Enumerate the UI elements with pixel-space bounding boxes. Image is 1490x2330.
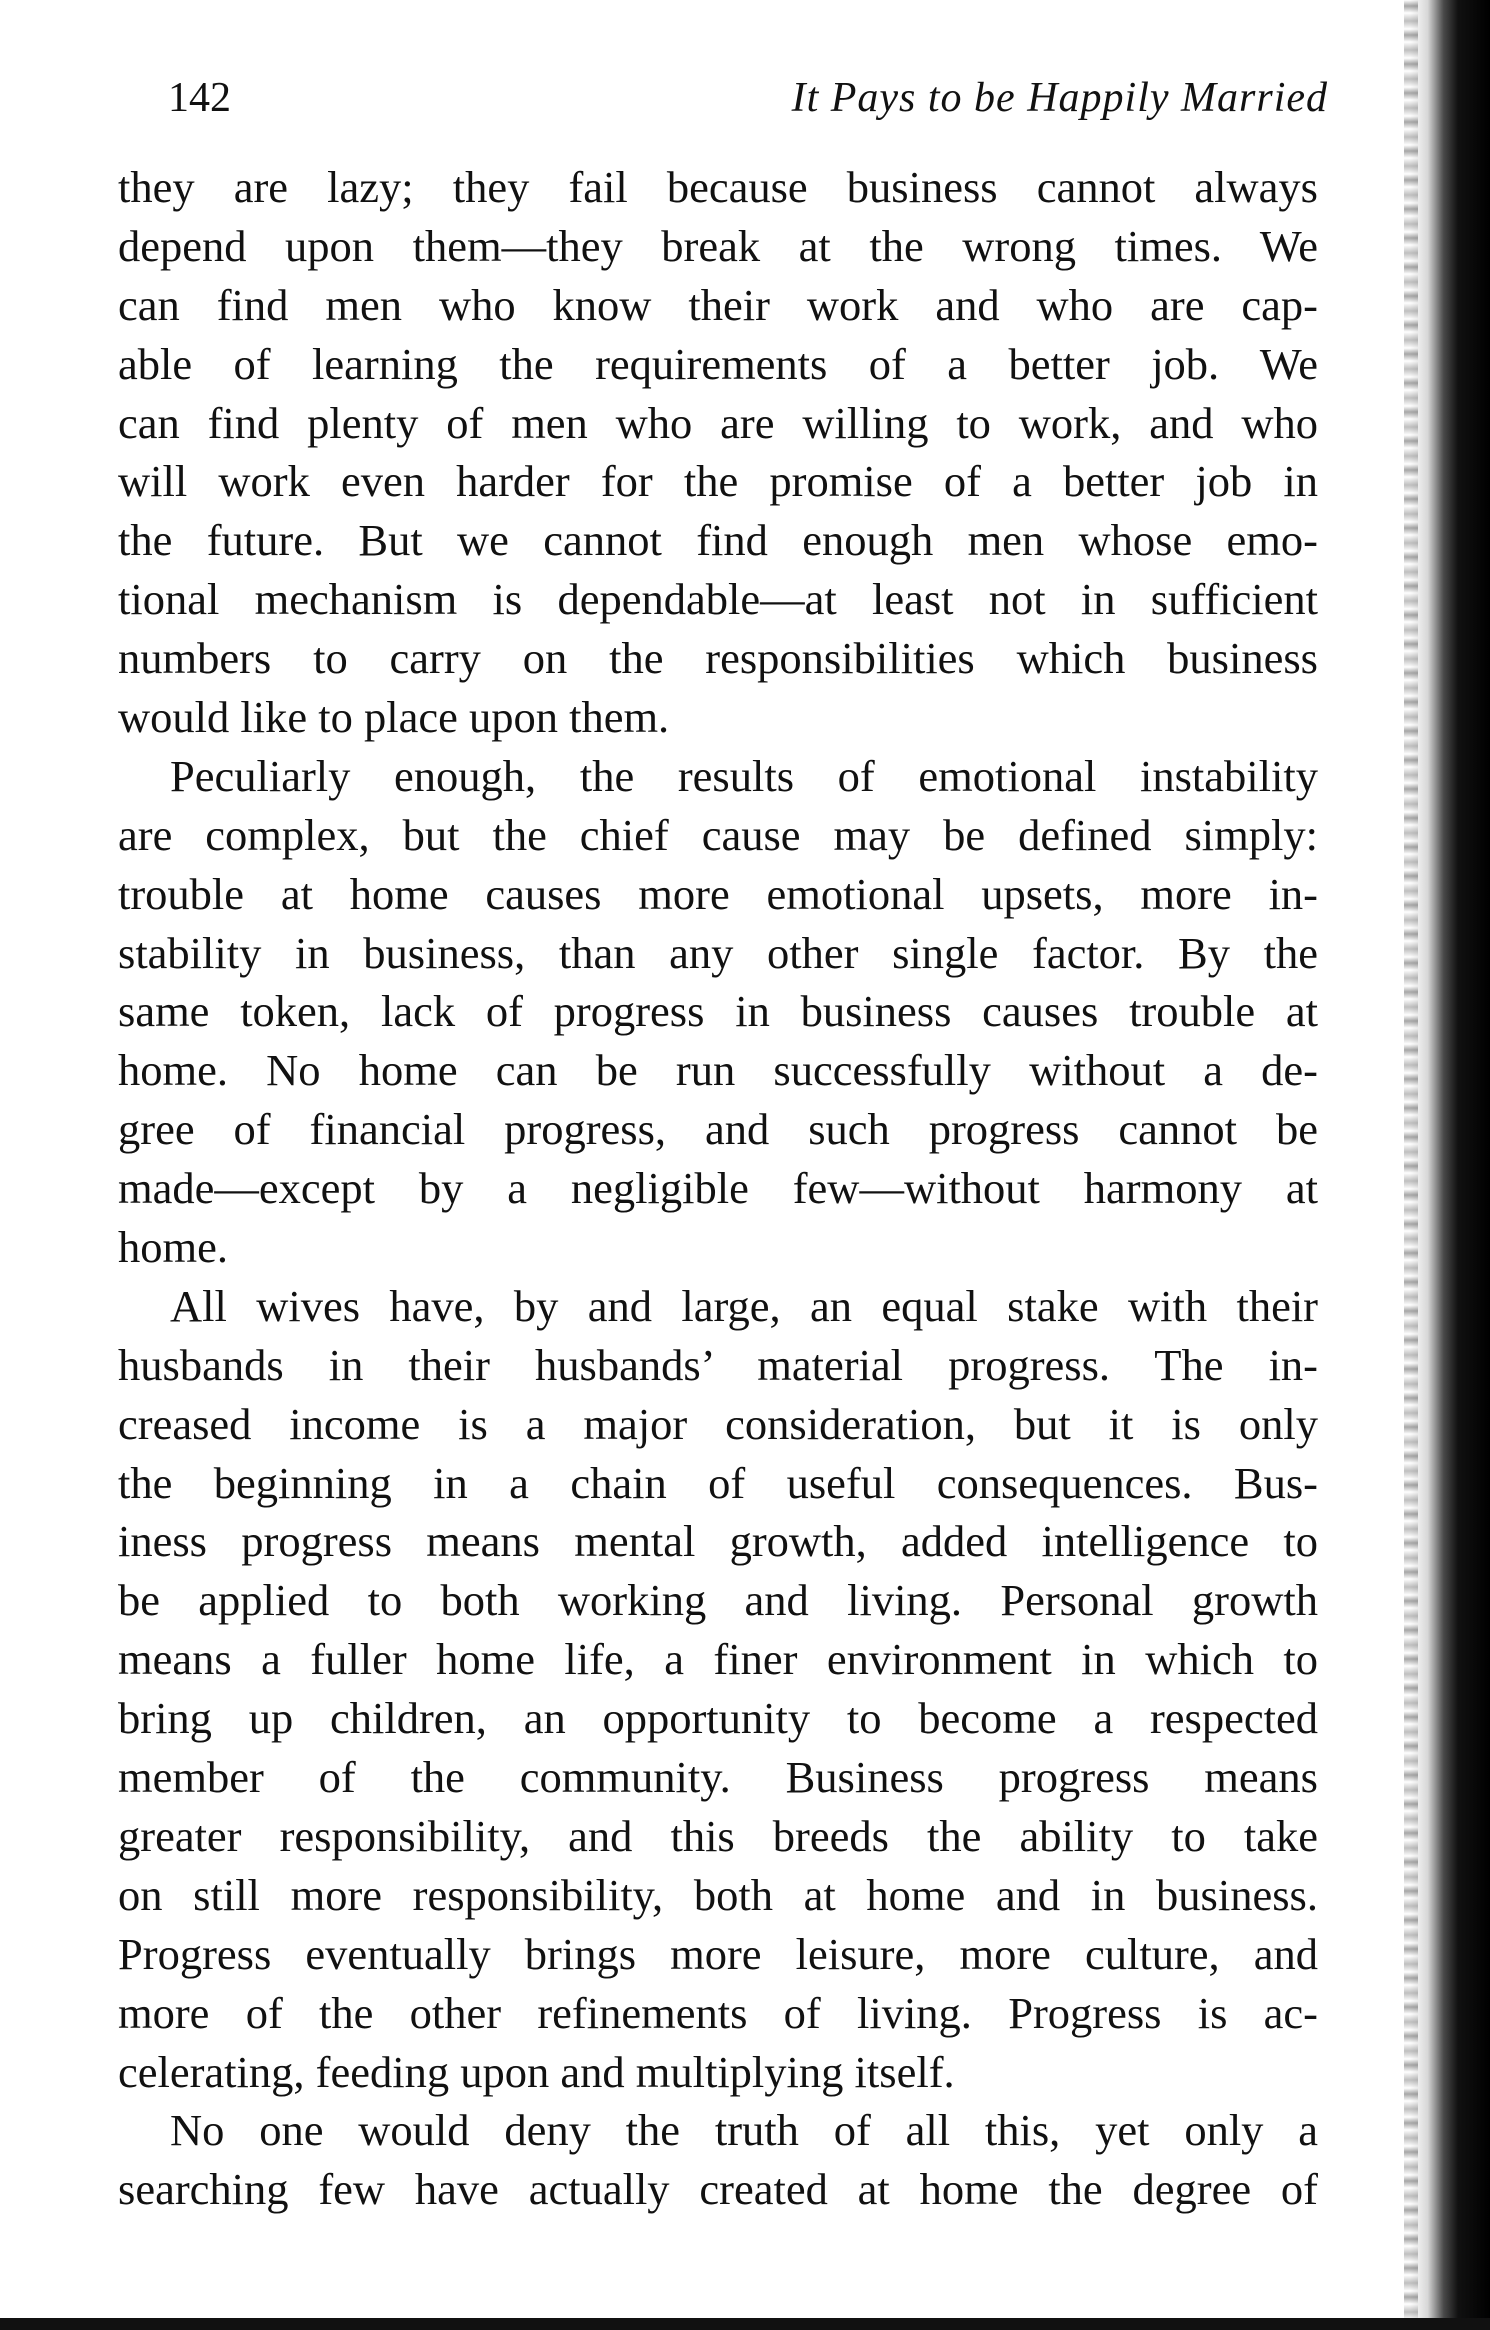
running-title: It Pays to be Happily Married: [791, 75, 1328, 121]
page-number: 142: [168, 75, 231, 121]
body-text: [118, 158, 1318, 2219]
text-line: the future. But we cannot find enough men whose emo-: [118, 515, 1318, 566]
text-line: husbands in their husbands’ material progress. The in-: [118, 1339, 1318, 1390]
text-line: can find plenty of men who are willing to work, and who: [118, 397, 1318, 448]
text-line: same token, lack of progress in business causes trouble at: [118, 986, 1318, 1037]
text-line: home.: [118, 1222, 228, 1273]
text-line: No one would deny the truth of all this, yet only a: [170, 2105, 1318, 2156]
text-line: stability in business, than any other single factor. By the: [118, 927, 1318, 978]
text-line: greater responsibility, and this breeds the ability to take: [118, 1810, 1318, 1861]
binding-shadow: [1410, 0, 1490, 2330]
text-line: be applied to both working and living. Personal growth: [118, 1575, 1318, 1626]
text-line: can find men who know their work and who are cap-: [118, 279, 1318, 330]
text-line: able of learning the requirements of a better job. We: [118, 338, 1318, 389]
text-line: will work even harder for the promise of a better job in: [118, 456, 1318, 507]
text-line: home. No home can be run successfully without a de-: [118, 1045, 1318, 1096]
text-line: are complex, but the chief cause may be defined simply:: [118, 809, 1318, 860]
text-line: more of the other refinements of living. Progress is ac-: [118, 1987, 1318, 2038]
text-line: numbers to carry on the responsibilities which business: [118, 633, 1318, 684]
text-line: member of the community. Business progress means: [118, 1752, 1318, 1803]
text-line: made—except by a negligible few—without harmony at: [118, 1163, 1318, 1214]
running-head: [168, 68, 1328, 128]
text-line: iness progress means mental growth, added intelligence to: [118, 1516, 1318, 1567]
text-line: tional mechanism is dependable—at least not in sufficient: [118, 574, 1318, 625]
text-line: gree of financial progress, and such progress cannot be: [118, 1104, 1318, 1155]
text-line: searching few have actually created at home the degree of: [118, 2164, 1318, 2215]
text-line: creased income is a major consideration, but it is only: [118, 1398, 1318, 1449]
text-line: would like to place upon them.: [118, 692, 670, 743]
scan-bottom-edge: [0, 2318, 1490, 2330]
text-line: All wives have, by and large, an equal stake with their: [170, 1280, 1318, 1331]
text-line: depend upon them—they break at the wrong times. We: [118, 220, 1318, 271]
text-line: trouble at home causes more emotional upsets, more in-: [118, 868, 1318, 919]
text-line: Progress eventually brings more leisure, more culture, and: [118, 1928, 1318, 1979]
text-line: the beginning in a chain of useful consequences. Bus-: [118, 1457, 1318, 1508]
text-line: celerating, feeding upon and multiplying itself.: [118, 2046, 955, 2097]
text-line: bring up children, an opportunity to become a respected: [118, 1693, 1318, 1744]
text-line: Peculiarly enough, the results of emotional instability: [170, 750, 1318, 801]
text-line: means a fuller home life, a finer environment in which to: [118, 1634, 1318, 1685]
binding-edge: [1404, 0, 1418, 2330]
text-line: they are lazy; they fail because business cannot always: [118, 162, 1318, 212]
text-line: on still more responsibility, both at home and in business.: [118, 1869, 1318, 1920]
